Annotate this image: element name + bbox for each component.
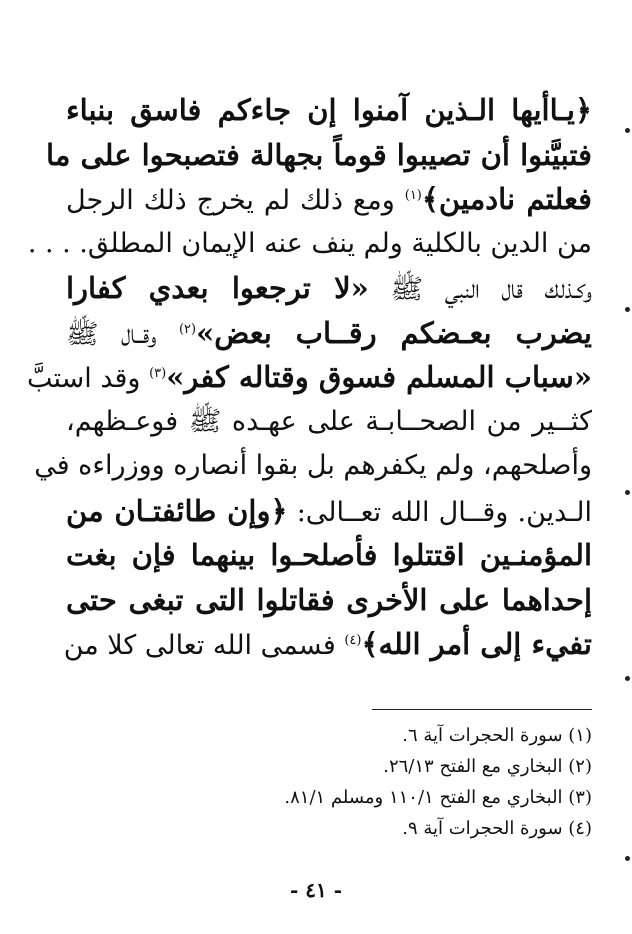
quoted-text: فعلتم نادمين﴾ <box>421 182 593 216</box>
footnote-ref: (٢) <box>178 321 197 337</box>
text-line <box>27 222 592 267</box>
text-line <box>66 88 592 133</box>
footnote-separator <box>372 709 592 710</box>
text-line <box>66 578 592 623</box>
footnote-item: (٢) البخاري مع الفتح ٢٦/١٣. <box>383 756 592 777</box>
main-text <box>26 88 593 667</box>
scan-mark-dot <box>625 128 630 133</box>
page-number: - ٤١ - <box>289 878 342 902</box>
footnotes <box>200 720 592 844</box>
quoted-text: المؤمنـين اقتتلوا فأصلحـوا بينهما فإن بغت <box>66 538 592 572</box>
text-segment: وكـذلك قال النبي ﷺ <box>368 274 592 305</box>
quoted-text: ﴿يـاأيها الـذين آمنوا إن جاءكم فاسق بنباء <box>66 93 592 127</box>
text-line <box>66 489 592 534</box>
scan-mark-dot <box>625 676 630 681</box>
text-segment: كثــير من الصحــابـة على عهـده ﷺ فوعـظهم، <box>66 405 592 437</box>
scan-mark-dot <box>625 856 630 861</box>
quoted-text: إحداهما على الأخرى فقاتلوا التى تبغى حتى <box>66 582 592 617</box>
text-line <box>66 266 592 311</box>
text-line <box>66 533 592 578</box>
footnote-ref: (١) <box>404 188 422 203</box>
text-line <box>34 444 592 489</box>
footnote-item: (٤) سورة الحجرات آية ٩. <box>402 818 592 839</box>
footnote-item: (٣) البخاري مع الفتح ١١٠/١ ومسلم ٨١/١. <box>284 787 592 808</box>
footnote-item: (١) سورة الحجرات آية ٦. <box>402 725 592 746</box>
text-line <box>45 133 592 178</box>
text-line <box>66 400 592 445</box>
text-segment: وأصلحهم، ولم يكفرهم بل بقوا أنصاره ووزراءه في <box>34 450 592 481</box>
text-segment: ومع ذلك لم يخرج ذلك الرجل <box>66 185 405 216</box>
text-line <box>66 311 592 356</box>
quoted-text: «لا ترجعوا بعدي كفارا <box>66 271 369 305</box>
quoted-text: ﴿وإن طائفتـان من <box>66 493 288 528</box>
quoted-text: تفيء إلى أمر الله﴾ <box>361 627 592 661</box>
quoted-text: يضرب بعـضكم رقــاب بعض» <box>196 315 592 350</box>
footnote-ref: (٣) <box>149 366 167 381</box>
text-segment: وقــال ﷺ <box>66 318 179 350</box>
footnote-ref: (٤) <box>344 633 362 648</box>
scan-mark-dot <box>625 307 630 312</box>
text-line <box>26 355 592 400</box>
text-line <box>63 622 592 667</box>
text-segment: الـدين. وقــال الله تعــالى: <box>287 496 592 528</box>
text-segment: فسمى الله تعالى كلا من <box>63 630 345 661</box>
text-segment: وقد استبَّ <box>26 363 150 394</box>
quoted-text: «سباب المسلم فسوق وقتاله كفر» <box>166 360 592 394</box>
text-segment: من الدين بالكلية ولم ينف عنه الإيمان المطلق. . . . <box>27 227 592 259</box>
scan-mark-dot <box>625 490 630 495</box>
text-line <box>66 177 592 222</box>
quoted-text: فتبيَّنوا أن تصيبوا قوماً بجهالة فتصبحوا على ما <box>45 137 592 172</box>
